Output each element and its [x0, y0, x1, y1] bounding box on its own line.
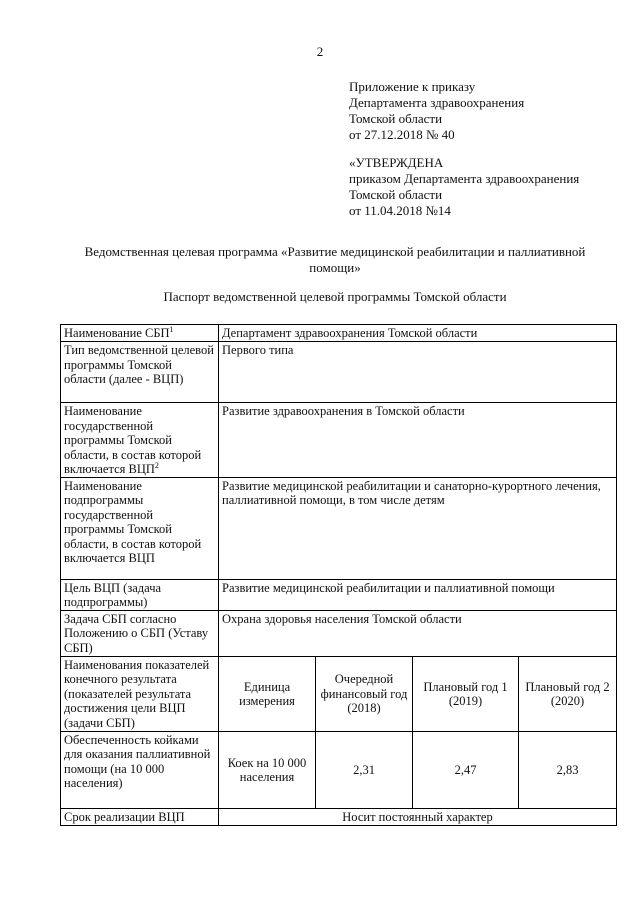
program-title: Ведомственная целевая программа «Развитие медицинской реабилитации и паллиативной помощи» [84, 244, 586, 275]
table-row [61, 579, 617, 610]
row-label: Тип ведомственной целевой программы Томской области (далее - ВЦП) [61, 342, 219, 403]
indicator-current-value: 2,31 [316, 731, 413, 808]
indicator-row [61, 731, 617, 808]
current-year-header: Очередной финансовый год (2018) [316, 656, 413, 731]
approval-line: Томской области [349, 187, 443, 202]
row-label: Задача СБП согласно Положению о СБП (Уставу СБП) [61, 610, 219, 656]
row-value: Развитие медицинской реабилитации и санаторно-курортного лечения, паллиативной помощи, в том числе детям [219, 477, 617, 579]
indicator-plan2-value: 2,83 [519, 731, 617, 808]
indicators-header-label: Наименования показателей конечного результата (показателей результата достижения цели ВЦП (задачи СБП) [61, 656, 219, 731]
term-value: Носит постоянный характер [219, 808, 617, 825]
appendix-line: от 27.12.2018 № 40 [349, 127, 455, 142]
unit-header: Единица измерения [219, 656, 316, 731]
approval-line: приказом Департамента здравоохранения [349, 171, 580, 186]
row-label: Наименование подпрограммы государственной программы Томской области, в состав которой включается ВЦП [61, 477, 219, 579]
appendix-block [349, 79, 524, 143]
appendix-line: Приложение к приказу [349, 79, 476, 94]
appendix-line: Томской области [349, 111, 443, 126]
table-row [61, 403, 617, 478]
appendix-line: Департамента здравоохранения [349, 95, 525, 110]
page-number: 2 [316, 44, 324, 59]
plan-year-2-header: Плановый год 2 (2020) [519, 656, 617, 731]
indicator-plan1-value: 2,47 [413, 731, 519, 808]
row-label: Наименование СБП$^1$ [61, 325, 219, 342]
approval-line: от 11.04.2018 №14 [349, 203, 451, 218]
table-row [61, 610, 617, 656]
table-row [61, 325, 617, 342]
indicator-label: Обеспеченность койками для оказания паллиативной помощи (на 10 000 населения) [61, 731, 219, 808]
indicator-unit: Коек на 10 000 населения [219, 731, 316, 808]
passport-table [60, 324, 617, 826]
row-label: Цель ВЦП (задача подпрограммы) [61, 579, 219, 610]
approval-line: «УТВЕРЖДЕНА [349, 155, 444, 170]
row-value: Развитие здравоохранения в Томской области [219, 403, 617, 478]
table-row [61, 477, 617, 579]
row-value: Департамент здравоохранения Томской области [219, 325, 617, 342]
row-value: Охрана здоровья населения Томской области [219, 610, 617, 656]
term-label: Срок реализации ВЦП [61, 808, 219, 825]
approval-block [349, 155, 579, 219]
plan-year-1-header: Плановый год 1 (2019) [413, 656, 519, 731]
term-row [61, 808, 617, 825]
row-label: Наименование государственной программы Томской области, в состав которой включается ВЦП$^2$ [61, 403, 219, 478]
passport-title: Паспорт ведомственной целевой программы Томской области [163, 289, 507, 304]
row-value: Развитие медицинской реабилитации и паллиативной помощи [219, 579, 617, 610]
table-row [61, 342, 617, 403]
indicators-header-row [61, 656, 617, 731]
row-value: Первого типа [219, 342, 617, 403]
